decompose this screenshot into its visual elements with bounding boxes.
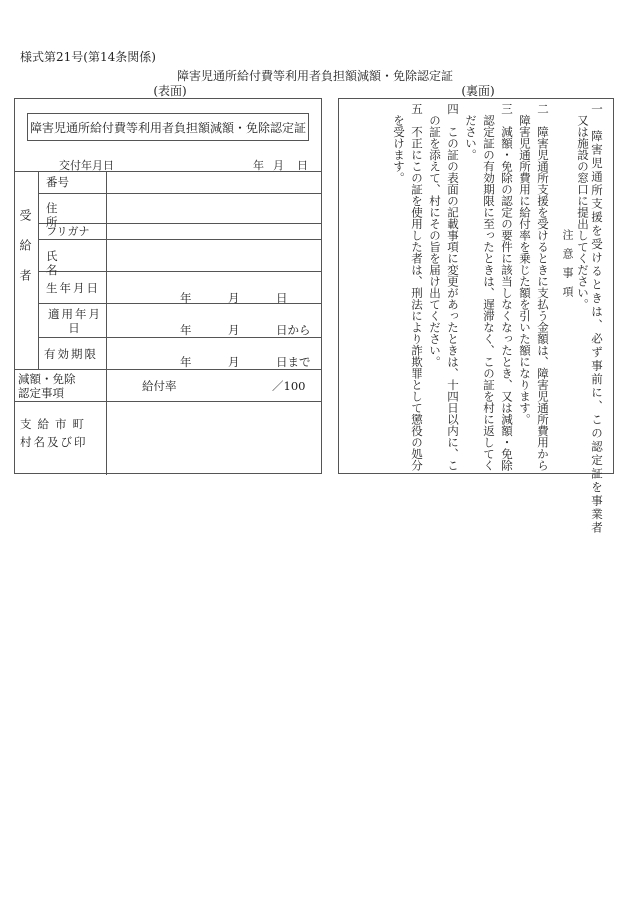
- back-item-1-line2: 又は施設の窓口に提出してください。: [576, 103, 590, 310]
- back-item-5-line1: 五 不正にこの証を使用した者は、刑法により詐欺罪として懲役の処分: [410, 103, 424, 471]
- apply-year-label: 年: [180, 323, 192, 337]
- issue-month-label: 月: [273, 159, 284, 172]
- back-item-2-line2: 障害児通所費用に給付率を乗じた額を引いた額になります。: [518, 103, 532, 425]
- issue-day-label: 日: [297, 159, 308, 172]
- row-apply-date-label: 適用年月日: [48, 307, 102, 335]
- birth-day-label: 日: [276, 291, 288, 305]
- back-item-2-line1: 二 障害児通所支援を受けるときに支払う金額は、障害児通所費用から: [536, 103, 550, 471]
- back-item-3-line1: 三 減額・免除の認定の要件に該当しなくなったとき、又は減額・免除: [500, 103, 514, 471]
- recipient-table: [14, 171, 322, 475]
- row-number-label: 番号: [46, 175, 69, 189]
- valid-day-until-label: 日まで: [276, 355, 311, 369]
- back-heading: 注意事項: [561, 229, 574, 305]
- back-side-label: (裏面): [461, 84, 495, 98]
- issue-date-label: 交付年月日: [59, 159, 114, 172]
- reduction-label-line2: 認定事項: [18, 386, 64, 400]
- document-title: 障害児通所給付費等利用者負担額減額・免除認定証: [176, 69, 453, 83]
- certificate-back: [338, 98, 614, 535]
- back-item-5-line2: を受けます。: [392, 103, 406, 184]
- back-item-3-line2: 認定証の有効期限に至ったときは、遅滞なく、この証を村に返してく: [482, 103, 496, 471]
- row-valid-period-label: 有効期限: [44, 347, 98, 361]
- rate-label: 給付率: [142, 379, 177, 393]
- reduction-label-line1: 減額・免除: [18, 372, 76, 386]
- municipality-label-line1: 支給市町: [20, 417, 90, 431]
- recipient-label: 受給者: [18, 209, 32, 299]
- back-item-1-line1: 一 障害児通所支援を受けるときは、必ず事前に、この認定証を事業者: [590, 103, 604, 535]
- rate-value: ／100: [272, 379, 306, 393]
- municipality-label-line2: 村名及び印: [20, 435, 88, 449]
- back-item-3-line3: ださい。: [464, 103, 478, 161]
- row-address-label: 住所: [46, 201, 78, 229]
- valid-year-label: 年: [180, 355, 192, 369]
- row-name-label: 氏名: [46, 249, 78, 277]
- valid-month-label: 月: [228, 355, 240, 369]
- certificate-title-box: 障害児通所給付費等利用者負担額減額・免除認定証: [27, 113, 309, 141]
- back-item-4-line1: 四 この証の表面の記載事項に変更があったときは、十四日以内に、こ: [446, 103, 460, 471]
- row-furigana-label: フリガナ: [46, 225, 90, 238]
- apply-month-label: 月: [228, 323, 240, 337]
- back-item-4-line2: の証を添えて、村にその旨を届け出てください。: [428, 103, 442, 368]
- front-side-label: (表面): [153, 84, 187, 98]
- birth-year-label: 年: [180, 291, 192, 305]
- form-number: 様式第21号(第14条関係): [20, 50, 156, 64]
- apply-day-from-label: 日から: [276, 323, 311, 337]
- birth-month-label: 月: [228, 291, 240, 305]
- issue-year-label: 年: [253, 159, 264, 172]
- certificate-front: [14, 98, 322, 474]
- row-birth-date-label: 生年月日: [46, 281, 100, 295]
